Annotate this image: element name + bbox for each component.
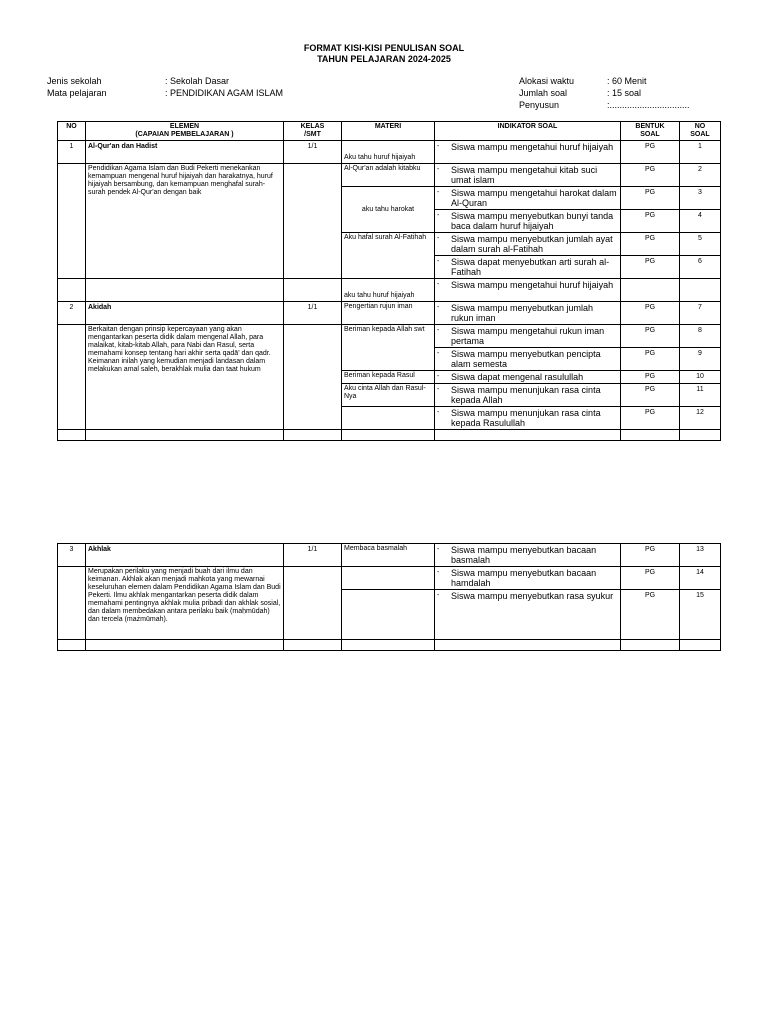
header-bentuk: BENTUK SOAL (621, 122, 680, 141)
indikator-cell: - Siswa mampu menyebutkan jumlah ayat dalam surah al-Fatihah (435, 233, 621, 256)
empty-cell (58, 640, 86, 651)
nosoal-cell: 7 (680, 302, 721, 325)
indikator-cell: - Siswa mampu mengetahui kitab suci umat islam (435, 164, 621, 187)
table-row (58, 567, 721, 590)
materi-cell: aku tahu harokat (342, 187, 435, 233)
empty-cell (284, 640, 342, 651)
alokasi-waktu-value: : 60 Menit (607, 76, 647, 86)
kisi-table-1 (57, 121, 721, 441)
nosoal-cell: 12 (680, 407, 721, 430)
empty-cell (284, 164, 342, 279)
bentuk-cell: PG (621, 256, 680, 279)
header-indikator: INDIKATOR SOAL (435, 122, 621, 141)
empty-cell (58, 325, 86, 430)
materi-cell: aku tahu huruf hijaiyah (342, 279, 435, 302)
indikator-cell: - Siswa mampu menyebutkan jumlah rukun iman (435, 302, 621, 325)
table-row (58, 302, 721, 325)
mata-pelajaran-label: Mata pelajaran (47, 88, 107, 98)
indikator-cell: - Siswa mampu menyebutkan pencipta alam semesta (435, 348, 621, 371)
jumlah-soal-value: : 15 soal (607, 88, 642, 98)
materi-cell (342, 590, 435, 640)
section-elemen: Al-Qur'an dan Hadist (86, 141, 284, 164)
jenis-sekolah-label: Jenis sekolah (47, 76, 102, 86)
table-row (58, 640, 721, 651)
materi-cell: Beriman kepada Rasul (342, 371, 435, 384)
bentuk-cell: PG (621, 567, 680, 590)
empty-cell (58, 279, 86, 302)
section-kelas: 1/1 (284, 544, 342, 567)
empty-cell (284, 567, 342, 640)
indikator-cell: - Siswa dapat mengenal rasulullah (435, 371, 621, 384)
bentuk-cell: PG (621, 210, 680, 233)
bentuk-cell: PG (621, 325, 680, 348)
header-materi: MATERI (342, 122, 435, 141)
materi-cell: Beriman kepada Allah swt (342, 325, 435, 371)
jenis-sekolah-value: : Sekolah Dasar (165, 76, 230, 86)
document-title: FORMAT KISI-KISI PENULISAN SOAL (303, 43, 465, 53)
nosoal-cell: 6 (680, 256, 721, 279)
empty-cell (86, 279, 284, 302)
empty-cell (86, 430, 284, 441)
empty-cell (621, 640, 680, 651)
header-no-soal: NO SOAL (680, 122, 721, 141)
materi-cell: Aku hafal surah Al-Fatihah (342, 233, 435, 279)
bentuk-cell: PG (621, 544, 680, 567)
section-elemen: Akhlak (86, 544, 284, 567)
empty-cell (342, 430, 435, 441)
empty-cell (680, 430, 721, 441)
nosoal-cell: 3 (680, 187, 721, 210)
section-kelas: 1/1 (284, 141, 342, 164)
nosoal-cell: 9 (680, 348, 721, 371)
header-no: NO (58, 122, 86, 141)
section-kelas: 1/1 (284, 302, 342, 325)
indikator-cell: - Siswa mampu menyebutkan rasa syukur (435, 590, 621, 640)
alokasi-waktu-label: Alokasi waktu (519, 76, 575, 86)
indikator-cell: - Siswa dapat menyebutkan arti surah al-Fatihah (435, 256, 621, 279)
table-header-row (58, 122, 721, 141)
section-number: 3 (58, 544, 86, 567)
nosoal-cell: 5 (680, 233, 721, 256)
empty-cell (342, 640, 435, 651)
bentuk-cell: PG (621, 302, 680, 325)
materi-cell: Al-Qur'an adalah kitabku (342, 164, 435, 187)
empty-cell (58, 567, 86, 640)
materi-cell: Pengertian rujun iman (342, 302, 435, 325)
empty-cell (86, 640, 284, 651)
nosoal-cell: 4 (680, 210, 721, 233)
empty-cell (284, 325, 342, 430)
bentuk-cell: PG (621, 371, 680, 384)
section-description: Merupakan perilaku yang menjadi buah dari ilmu dan keimanan. Akhlak akan menjadi mahkota yang mewarnai keseluruhan elemen dalam Pendidikan Agama Islam dan Budi Pekerti. Ilmu akhlak mengantarkan peserta didik dalam memahami pentingnya akhlak mulia pribadi dan akhlak sosial, dan dalam membedakan antara perilaku baik (maḥmūdah) dan tercela (mażmūmah). (86, 567, 284, 640)
empty-cell (435, 430, 621, 441)
nosoal-cell: 15 (680, 590, 721, 640)
header-elemen: ELEMEN (CAPAIAN PEMBELAJARAN ) (86, 122, 284, 141)
indikator-cell: - Siswa mampu menyebutkan bunyi tanda baca dalam huruf hijaiyah (435, 210, 621, 233)
materi-cell: Aku cinta Allah dan Rasul-Nya (342, 384, 435, 407)
document-subtitle: TAHUN PELAJARAN 2024-2025 (317, 54, 451, 64)
bentuk-cell: PG (621, 164, 680, 187)
bentuk-cell: PG (621, 407, 680, 430)
table-row (58, 141, 721, 164)
bentuk-cell: PG (621, 233, 680, 256)
penyusun-value: :................................ (607, 100, 690, 110)
section-elemen: Akidah (86, 302, 284, 325)
nosoal-cell: 2 (680, 164, 721, 187)
bentuk-cell (621, 279, 680, 302)
bentuk-cell: PG (621, 348, 680, 371)
section-description: Pendidikan Agama Islam dan Budi Pekerti menekankan kemampuan mengenal huruf hijaiyah dan harakatnya, huruf hijaiyah bersambung, dan kemampuan menghafal surah-surah pendek Al-Qur'an dengan baik (86, 164, 284, 279)
table-row (58, 430, 721, 441)
nosoal-cell: 11 (680, 384, 721, 407)
materi-cell: Aku tahu huruf hijaiyah (342, 141, 435, 164)
empty-cell (621, 430, 680, 441)
indikator-cell: - Siswa mampu menyebutkan bacaan hamdalah (435, 567, 621, 590)
table-row (58, 544, 721, 567)
indikator-cell: - Siswa mampu mengetahui huruf hijaiyah (435, 279, 621, 302)
bentuk-cell: PG (621, 141, 680, 164)
jumlah-soal-label: Jumlah soal (519, 88, 568, 98)
empty-cell (284, 430, 342, 441)
nosoal-cell: 1 (680, 141, 721, 164)
indikator-cell: - Siswa mampu mengetahui rukun iman pertama (435, 325, 621, 348)
indikator-cell: - Siswa mampu mengetahui huruf hijaiyah (435, 141, 621, 164)
nosoal-cell: 10 (680, 371, 721, 384)
header-kelas: KELAS /SMT (284, 122, 342, 141)
table-row (58, 279, 721, 302)
section-number: 1 (58, 141, 86, 164)
indikator-cell: - Siswa mampu mengetahui harokat dalam Al-Quran (435, 187, 621, 210)
table-row (58, 164, 721, 187)
section-description: Berkaitan dengan prinsip kepercayaan yang akan mengantarkan peserta didik dalam mengenal Allah, para malaikat, kitab-kitab Allah, para Nabi dan Rasul, serta memahami konsep tentang hari akhir serta qadā' dan qadr. Keimanan inilah yang kemudian menjadi landasan dalam melakukan amal saleh, berakhlak mulia dan taat hukum (86, 325, 284, 430)
empty-cell (58, 164, 86, 279)
empty-cell (284, 279, 342, 302)
materi-cell: Membaca basmalah (342, 544, 435, 567)
bentuk-cell: PG (621, 384, 680, 407)
materi-cell (342, 567, 435, 590)
empty-cell (58, 430, 86, 441)
penyusun-label: Penyusun (519, 100, 560, 110)
nosoal-cell: 8 (680, 325, 721, 348)
nosoal-cell: 14 (680, 567, 721, 590)
section-number: 2 (58, 302, 86, 325)
indikator-cell: - Siswa mampu menunjukan rasa cinta kepada Allah (435, 384, 621, 407)
table-row (58, 325, 721, 348)
empty-cell (435, 640, 621, 651)
mata-pelajaran-value: : PENDIDIKAN AGAM ISLAM (165, 88, 284, 98)
empty-cell (680, 640, 721, 651)
materi-cell (342, 407, 435, 430)
kisi-table-2 (57, 543, 721, 651)
indikator-cell: - Siswa mampu menyebutkan bacaan basmalah (435, 544, 621, 567)
nosoal-cell: 13 (680, 544, 721, 567)
nosoal-cell (680, 279, 721, 302)
indikator-cell: - Siswa mampu menunjukan rasa cinta kepada Rasulullah (435, 407, 621, 430)
bentuk-cell: PG (621, 187, 680, 210)
bentuk-cell: PG (621, 590, 680, 640)
